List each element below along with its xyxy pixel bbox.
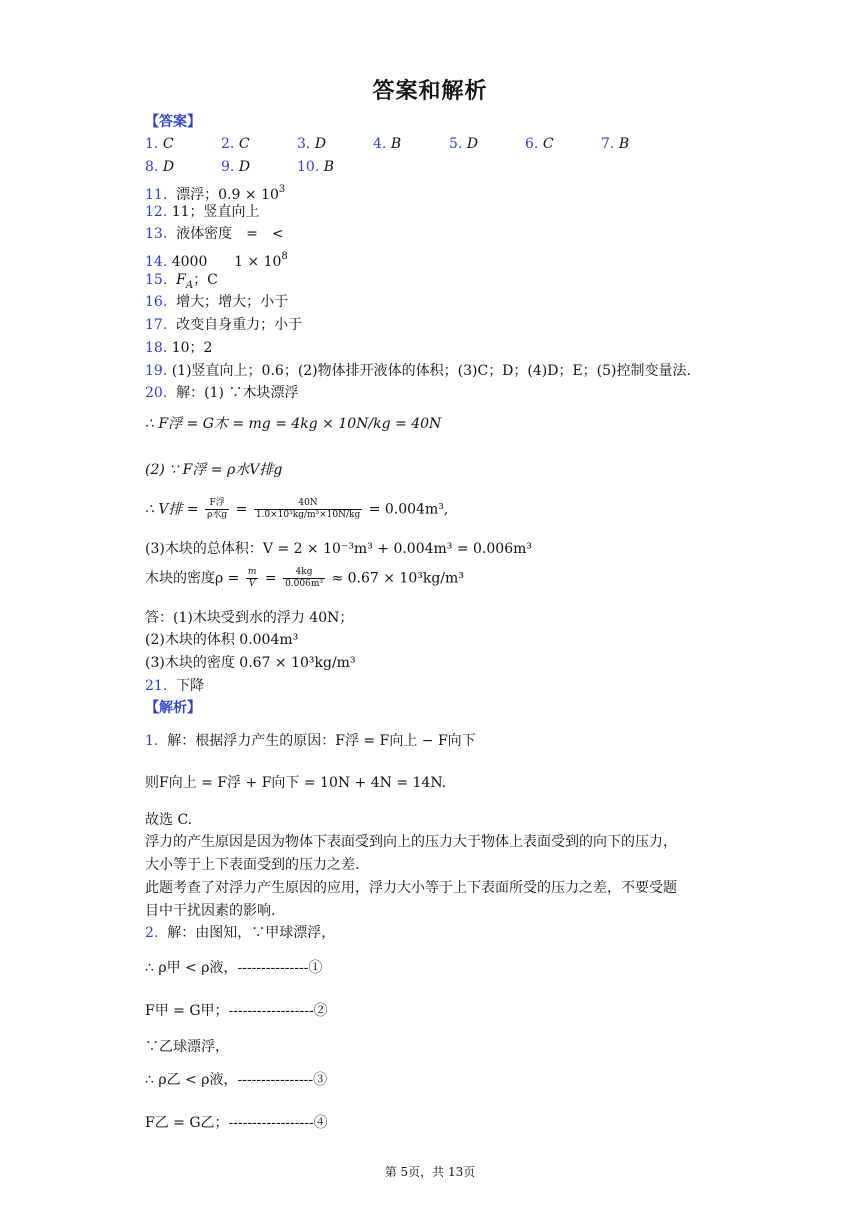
answer-12: 12. 11；竖直向上 — [145, 204, 260, 220]
answer-21: 21. 下降 — [145, 678, 205, 694]
answer-20-intro: 20. 解：(1) ∵木块漂浮 — [145, 385, 299, 401]
analysis-1-para-3: 此题考查了对浮力产生原因的应用，浮力大小等于上下表面所受的压力之差，不要受题 — [145, 880, 677, 896]
answer-20-eq4: (3)木块的总体积：V = 2 × 10⁻³m³ + 0.004m³ = 0.006m³ — [145, 541, 533, 557]
analysis-section-header: 【解析】 — [145, 700, 201, 716]
page-footer: 第 5页，共 13页 — [384, 1165, 476, 1179]
analysis-1-para-1: 浮力的产生原因是因为物体下表面受到向上的压力大于物体上表面受到的向下的压力， — [145, 834, 677, 850]
answer-section-header: 【答案】 — [145, 114, 201, 130]
mc-answer: 5. D — [449, 136, 479, 152]
answer-14: 14. 4000 $1 \times 10^8$ — [145, 251, 288, 270]
answer-20-eq1: ∴ F浮 = G木 = mg = 4kg × 10N/kg = 40N — [145, 416, 442, 432]
analysis-1-para-2: 大小等于上下表面受到的压力之差. — [145, 857, 360, 873]
answer-20-conclusion-1: 答：(1)木块受到水的浮力 40N； — [145, 610, 354, 626]
mc-answers-row-1 — [145, 134, 677, 154]
answer-18: 18. 10；2 — [145, 340, 213, 356]
mc-answer: 9. D — [221, 159, 251, 175]
mc-answer: 8. D — [145, 159, 175, 175]
answer-17: 17. 改变自身重力；小于 — [145, 317, 303, 333]
mc-answer: 2. C — [221, 136, 250, 152]
fraction: $\frac{m}{V}$ — [247, 567, 257, 589]
analysis-1-choice: 故选 C. — [145, 812, 193, 828]
fraction: $\frac{\text{F浮}}{\text{ρ水g}}$ — [207, 498, 228, 520]
answer-16: 16. 增大；增大；小于 — [145, 294, 289, 310]
answer-13: 13. 液体密度 = < — [145, 226, 284, 242]
analysis-2-line-5: F乙 = G乙；------------------④ — [145, 1115, 328, 1131]
fraction: $\frac{4kg}{\text{0.006m³}}$ — [285, 567, 323, 589]
answer-20-eq2: (2) ∵ F浮 = ρ水V排g — [145, 462, 283, 478]
page-title: 答案和解析 — [372, 79, 488, 104]
mc-answer: 7. B — [601, 136, 630, 152]
answer-15: 15. $F_A$；C — [145, 272, 218, 291]
analysis-2-line-2: F甲 = G甲；------------------② — [145, 1003, 328, 1019]
mc-answer: 3. D — [297, 136, 327, 152]
answer-20-conclusion-2: (2)木块的体积 0.004m³ — [145, 632, 299, 648]
answer-11: 11. 漂浮；$0.9 \times 10^3$ — [145, 184, 286, 203]
answer-20-eq5: 木块的密度ρ = $\frac{m}{V}$ = $\frac{4kg}{\text{0.006m³}}$ ≈ 0.67 × 10³kg/m³ — [145, 567, 464, 589]
analysis-2-line-1: ∴ ρ甲 < ρ液，---------------① — [145, 960, 323, 976]
mc-answer: 4. B — [373, 136, 402, 152]
mc-answer: 10. B — [297, 159, 335, 175]
fraction: $\frac{40N}{\text{1.0×10³kg/m³×10N/kg}}$ — [255, 498, 361, 520]
analysis-2-line-4: ∴ ρ乙 < ρ液，----------------③ — [145, 1072, 328, 1088]
analysis-2-intro: 2. 解：由图知，∵甲球漂浮， — [145, 925, 336, 941]
answer-20-conclusion-3: (3)木块的密度 0.67 × 10³kg/m³ — [145, 655, 356, 671]
answer-19: 19. (1)竖直向上；0.6；(2)物体排开液体的体积；(3)C；D；(4)D；E；(5)控制变量法. — [145, 363, 691, 379]
mc-answer: 1. C — [145, 136, 174, 152]
analysis-1-intro: 1. 解：根据浮力产生的原因：F浮 = F向上 − F向下 — [145, 733, 476, 749]
mc-answer: 6. C — [525, 136, 554, 152]
analysis-1-para-4: 目中干扰因素的影响. — [145, 903, 276, 919]
analysis-1-eq: 则F向上 = F浮 + F向下 = 10N + 4N = 14N. — [145, 775, 447, 791]
analysis-2-line-3: ∵乙球漂浮， — [145, 1039, 229, 1055]
answer-20-eq3: ∴ V排 = $\frac{\text{F浮}}{\text{ρ水g}}$ = $\frac{40N}{\text{1.0×10³kg/m³×10N/kg}}$ = 0.004m³, — [145, 498, 449, 520]
mc-answers-row-2 — [145, 157, 373, 177]
